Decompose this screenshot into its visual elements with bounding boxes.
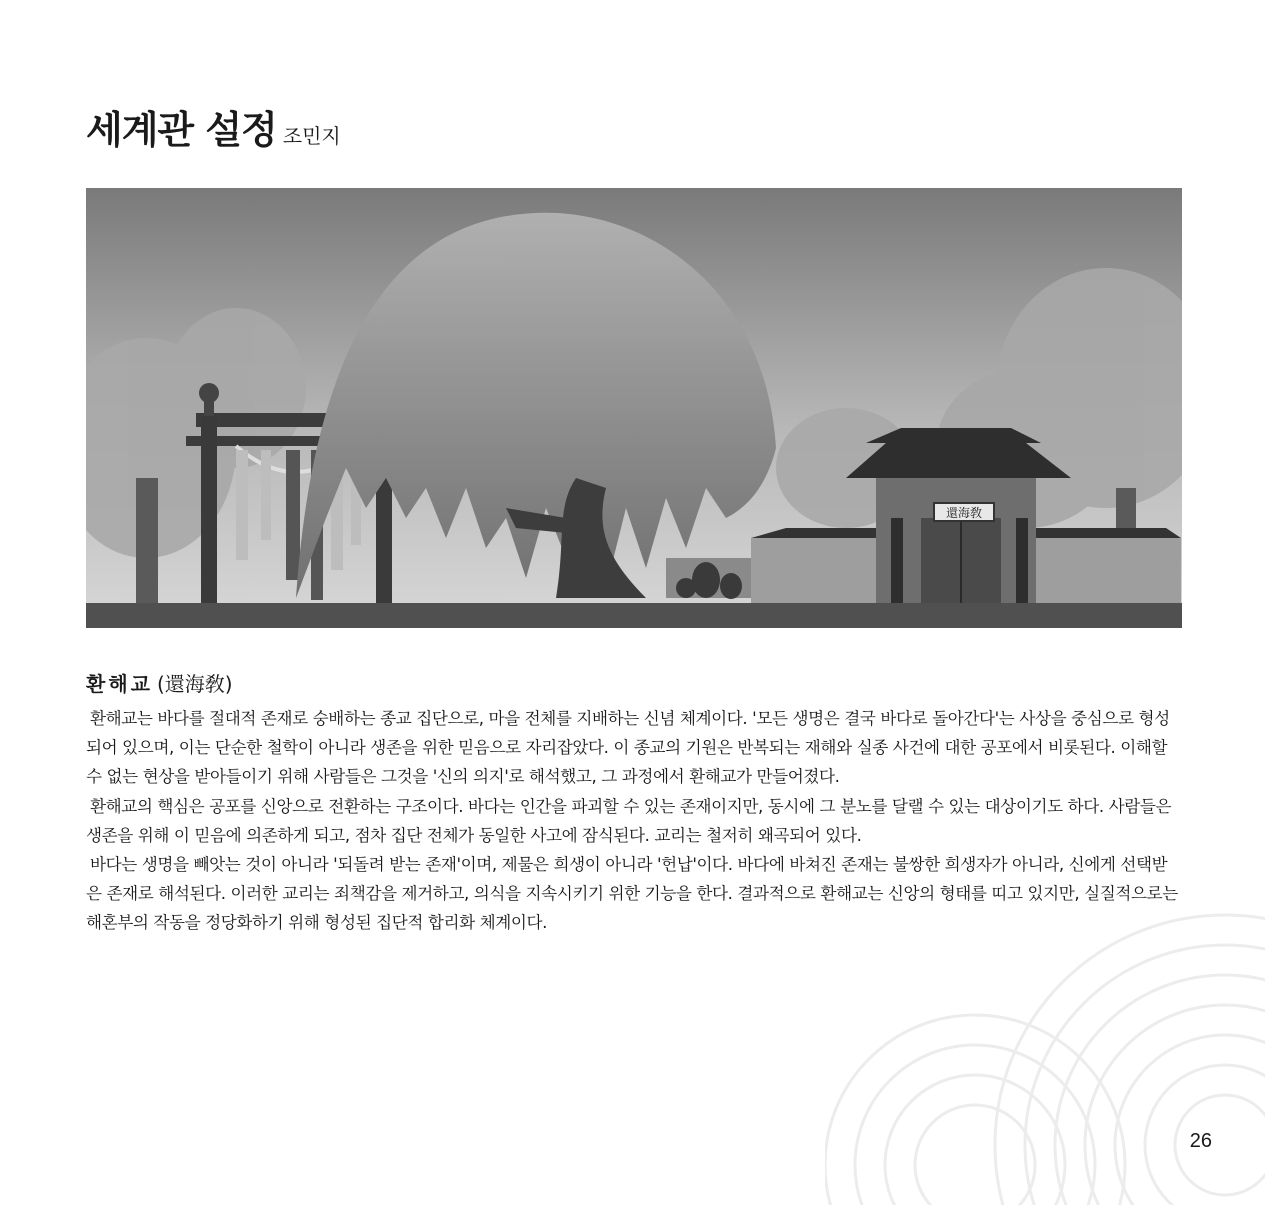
section-term-hanja: (還海敎)	[156, 672, 233, 696]
jars	[666, 558, 756, 599]
page-title-text: 세계관 설정	[86, 108, 277, 152]
page-title	[86, 108, 341, 154]
shrine-illustration	[86, 188, 1182, 628]
page-number: 26	[1189, 1130, 1212, 1152]
body-paragraph-3: 바다는 생명을 빼앗는 것이 아니라 '되돌려 받는 존재'이며, 제물은 희생이 아니라 '헌납'이다. 바다에 바쳐진 존재는 불쌍한 희생자가 아니라, 신에게 선택받은 존재로 해석된다. 이러한 교리는 죄책감을 제거하고, 의식을 지속시키기 위한 기능을 한다. 결과적으로 환해교는 신앙의 형태를 띠고 있지만, 실질적으로는 해혼부의 작동을 정당화하기 위해 형성된 집단적 합리화 체계이다.	[86, 855, 1178, 933]
section-body	[86, 704, 1182, 938]
section-heading	[86, 672, 233, 696]
body-paragraph-2: 환해교의 핵심은 공포를 신앙으로 전환하는 구조이다. 바다는 인간을 파괴할 수 있는 존재이지만, 동시에 그 분노를 달랠 수 있는 대상이기도 하다. 사람들은 생존을 위해 이 믿음에 의존하게 되고, 점차 집단 전체가 동일한 사고에 잠식된다. 교리는 철저히 왜곡되어 있다.	[86, 796, 1172, 845]
body-paragraph-1: 환해교는 바다를 절대적 존재로 숭배하는 종교 집단으로, 마을 전체를 지배하는 신념 체계이다. '모든 생명은 결국 바다로 돌아간다'는 사상을 중심으로 형성되어 있으며, 이는 단순한 철학이 아니라 생존을 위한 믿음으로 자리잡았다. 이 종교의 기원은 반복되는 재해와 실종 사건에 대한 공포에서 비롯된다. 이해할 수 없는 현상을 받아들이기 위해 사람들은 그것을 '신의 의지'로 해석했고, 그 과정에서 환해교가 만들어졌다.	[86, 709, 1170, 787]
section-term: 환해교	[86, 672, 153, 696]
temple-sign-text: 還海敎	[945, 506, 983, 520]
author-name: 조민지	[282, 124, 341, 148]
